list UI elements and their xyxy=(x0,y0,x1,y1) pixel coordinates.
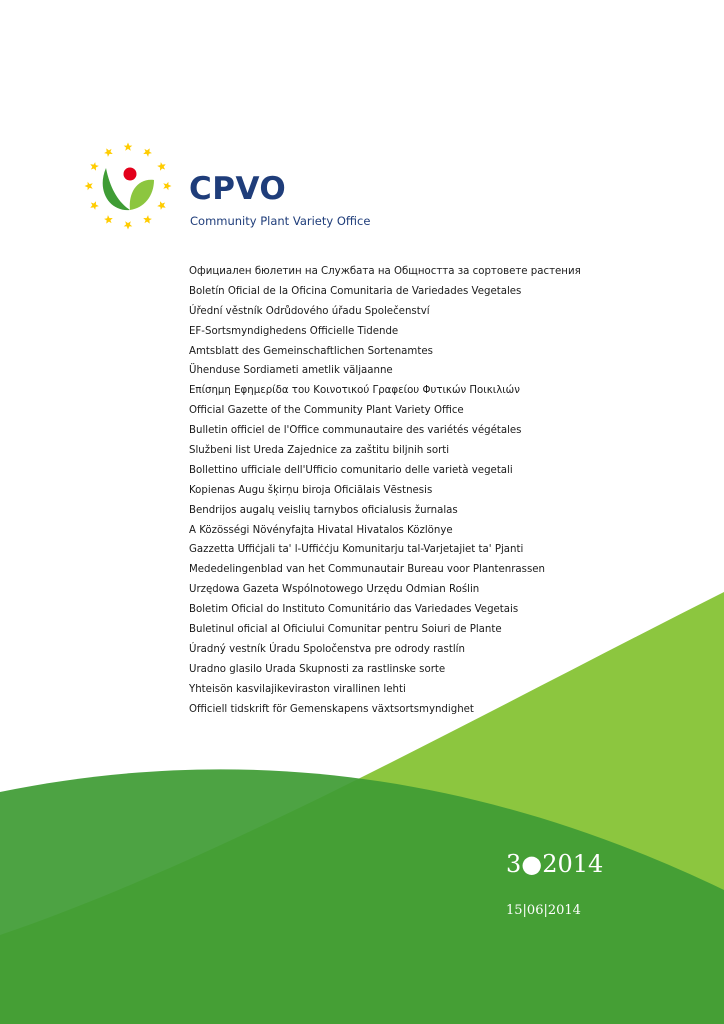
title-bg: Официален бюлетин на Службата на Общността за сортовете растения xyxy=(189,266,581,277)
title-pl: Urzędowa Gazeta Wspólnotowego Urzędu Odmian Roślin xyxy=(189,584,480,596)
title-lt: Bendrijos augalų veislių tarnybos oficialusis žurnalas xyxy=(189,504,458,516)
multilingual-title-list xyxy=(189,262,689,719)
issue-date: 15|06|2014 xyxy=(506,903,581,918)
title-da: EF-Sortsmyndighedens Officielle Tidende xyxy=(189,325,399,337)
title-el: Επίσημη Εφημερίδα του Κοινοτικού Γραφείου Φυτικών Ποικιλιών xyxy=(189,385,520,397)
title-es: Boletín Oficial de la Oficina Comunitaria de Variedades Vegetales xyxy=(189,285,522,297)
title-it: Bollettino ufficiale dell'Ufficio comunitario delle varietà vegetali xyxy=(189,464,513,476)
sprouting-plant-icon xyxy=(103,168,154,211)
title-nl: Mededelingenblad van het Communautair Bureau voor Plantenrassen xyxy=(189,564,546,576)
title-sv: Officiell tidskrift för Gemenskapens växtsortsmyndighet xyxy=(189,703,474,715)
title-fi: Yhteisön kasvilajikeviraston virallinen lehti xyxy=(189,683,406,695)
title-fr: Bulletin officiel de l'Office communautaire des variétés végétales xyxy=(189,425,522,437)
title-sk: Úradný vestník Úradu Spoločenstva pre odrody rastlín xyxy=(189,643,465,655)
title-pt: Boletim Oficial do Instituto Comunitário das Variedades Vegetais xyxy=(189,604,519,616)
title-hr: Službeni list Ureda Zajednice za zaštitu biljnih sorti xyxy=(189,445,450,457)
title-mt: Gazzetta Uffiċjali ta' l-Uffiċċju Komunitarju tal-Varjetajiet ta' Pjanti xyxy=(189,544,524,556)
title-de: Amtsblatt des Gemeinschaftlichen Sortenamtes xyxy=(189,345,433,357)
title-en: Official Gazette of the Community Plant Variety Office xyxy=(189,405,464,417)
title-et: Ühenduse Sordiameti ametlik väljaanne xyxy=(189,365,393,377)
title-ro: Buletinul oficial al Oficiului Comunitar pentru Soiuri de Plante xyxy=(189,624,502,636)
cpvo-logo xyxy=(78,136,178,236)
title-lv: Kopienas Augu šķirņu biroja Oficiālais Vēstnesis xyxy=(189,484,433,496)
brand-name: CPVO xyxy=(189,171,287,207)
brand-subtitle: Community Plant Variety Office xyxy=(190,214,371,228)
title-hu: A Közösségi Növényfajta Hivatal Hivatalos Közlönye xyxy=(189,524,453,536)
issue-number: 3●2014 xyxy=(506,850,604,878)
title-sl: Uradno glasilo Urada Skupnosti za rastlinske sorte xyxy=(189,663,446,675)
eu-star-ring-icon xyxy=(85,143,172,230)
title-cs: Úřední věstník Odrůdového úřadu Společenství xyxy=(189,305,430,317)
